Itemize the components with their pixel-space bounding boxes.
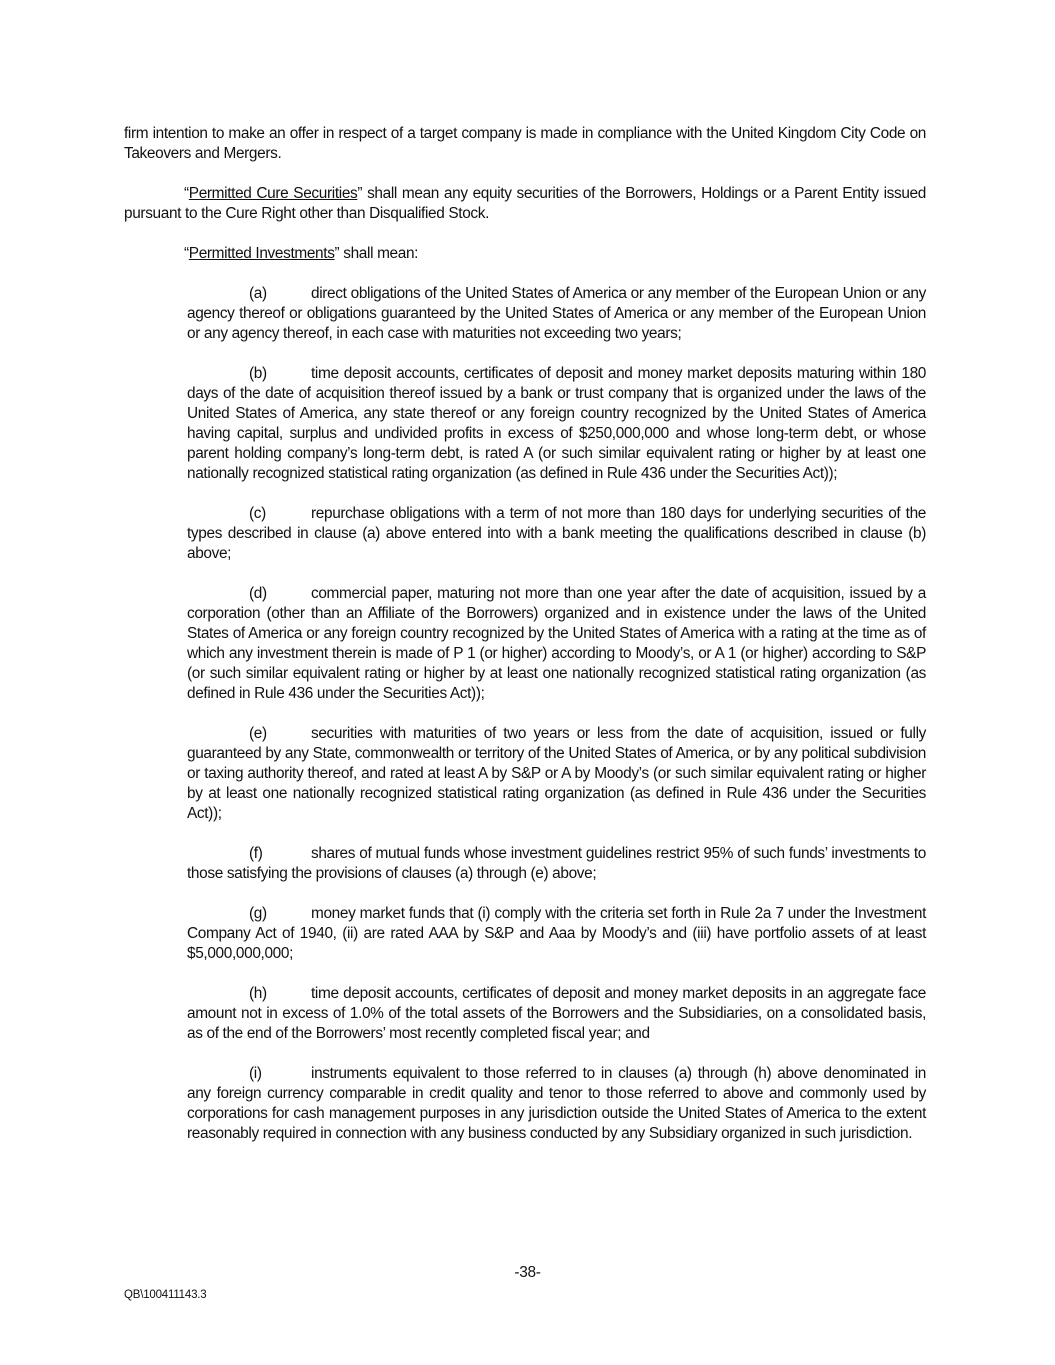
clause-label: (h): [249, 985, 267, 1002]
definition-permitted-cure-securities: [124, 184, 926, 224]
clause-text: time deposit accounts, certificates of deposit and money market deposits in an aggregate face amount not in excess of 1.0% of the total assets of the Borrowers and the Subsidiaries, on a consolidated basis, as of the end of the Borrowers’ most recently completed fiscal year; and: [187, 985, 926, 1042]
definition-permitted-investments: [124, 244, 926, 264]
clause-c: [187, 504, 926, 564]
clause-label: (a): [249, 285, 267, 302]
open-quote: “: [184, 245, 189, 262]
open-quote: “: [184, 185, 189, 202]
clause-label: (d): [249, 585, 267, 602]
clause-e: [187, 724, 926, 824]
clause-h: [187, 984, 926, 1044]
definition-text: ” shall mean any equity securities of the Borrowers, Holdings or a Parent Entity issued pursuant to the Cure Right other than Disqualified Stock.: [124, 185, 926, 222]
document-page: [124, 124, 926, 1164]
clause-label: (b): [249, 365, 267, 382]
document-id: QB\100411143.3: [124, 1289, 207, 1301]
clause-text: time deposit accounts, certificates of deposit and money market deposits maturing within 180 days of the date of acquisition thereof issued by a bank or trust company that is organized under the laws of the United States of America, any state thereof or any foreign country recognized by the United States of America having capital, surplus and undivided profits in excess of $250,000,000 and whose long-term debt, or whose parent holding company’s long-term debt, is rated A (or such similar equivalent rating or higher by at least one nationally recognized statistical rating organization (as defined in Rule 436 under the Securities Act));: [187, 365, 926, 482]
clause-text: commercial paper, maturing not more than one year after the date of acquisition, issued by a corporation (other than an Affiliate of the Borrowers) organized and in existence under the laws of the United States of America or any foreign country recognized by the United States of America with a rating at the time as of which any investment therein is made of P 1 (or higher) according to Moody’s, or A 1 (or higher) according to S&P (or such similar equivalent rating or higher by at least one nationally recognized statistical rating organization (as defined in Rule 436 under the Securities Act));: [187, 585, 926, 702]
clause-label: (g): [249, 905, 267, 922]
clause-text: money market funds that (i) comply with the criteria set forth in Rule 2a 7 under the Investment Company Act of 1940, (ii) are rated AAA by S&P and Aaa by Moody’s and (iii) have portfolio assets of at least $5,000,000,000;: [187, 905, 926, 962]
defined-term: Permitted Investments: [188, 245, 335, 262]
clause-label: (f): [249, 845, 263, 862]
clause-a: [187, 284, 926, 344]
clause-label: (i): [249, 1065, 262, 1082]
clause-i: [187, 1064, 926, 1144]
clause-text: repurchase obligations with a term of not more than 180 days for underlying securities of the types described in clause (a) above entered into with a bank meeting the qualifications described in clause (b) above;: [187, 505, 926, 562]
continuation-paragraph: firm intention to make an offer in respect of a target company is made in compliance with the United Kingdom City Code on Takeovers and Mergers.: [124, 125, 926, 162]
clause-text: instruments equivalent to those referred to in clauses (a) through (h) above denominated in any foreign currency comparable in credit quality and tenor to those referred to above and commonly used by corporations for cash management purposes in any jurisdiction outside the United States of America to the extent reasonably required in connection with any business conducted by any Subsidiary organized in such jurisdiction.: [187, 1065, 926, 1142]
clause-d: [187, 584, 926, 704]
clause-b: [187, 364, 926, 484]
clause-label: (c): [249, 505, 266, 522]
clause-label: (e): [249, 725, 267, 742]
clause-text: shares of mutual funds whose investment guidelines restrict 95% of such funds’ investments to those satisfying the provisions of clauses (a) through (e) above;: [187, 845, 926, 882]
defined-term: Permitted Cure Securities: [188, 185, 358, 202]
page-number: -38-: [514, 1264, 541, 1281]
clause-text: securities with maturities of two years or less from the date of acquisition, issued or fully guaranteed by any State, commonwealth or territory of the United States of America, or by any political subdivision or taxing authority thereof, and rated at least A by S&P or A by Moody’s (or such similar equivalent rating or higher by at least one nationally recognized statistical rating organization (as defined in Rule 436 under the Securities Act));: [187, 725, 926, 822]
clause-text: direct obligations of the United States of America or any member of the European Union or any agency thereof or obligations guaranteed by the United States of America or any member of the European Union or any agency thereof, in each case with maturities not exceeding two years;: [187, 285, 926, 342]
definition-text: ” shall mean:: [334, 245, 419, 262]
clause-f: [187, 844, 926, 884]
clause-g: [187, 904, 926, 964]
